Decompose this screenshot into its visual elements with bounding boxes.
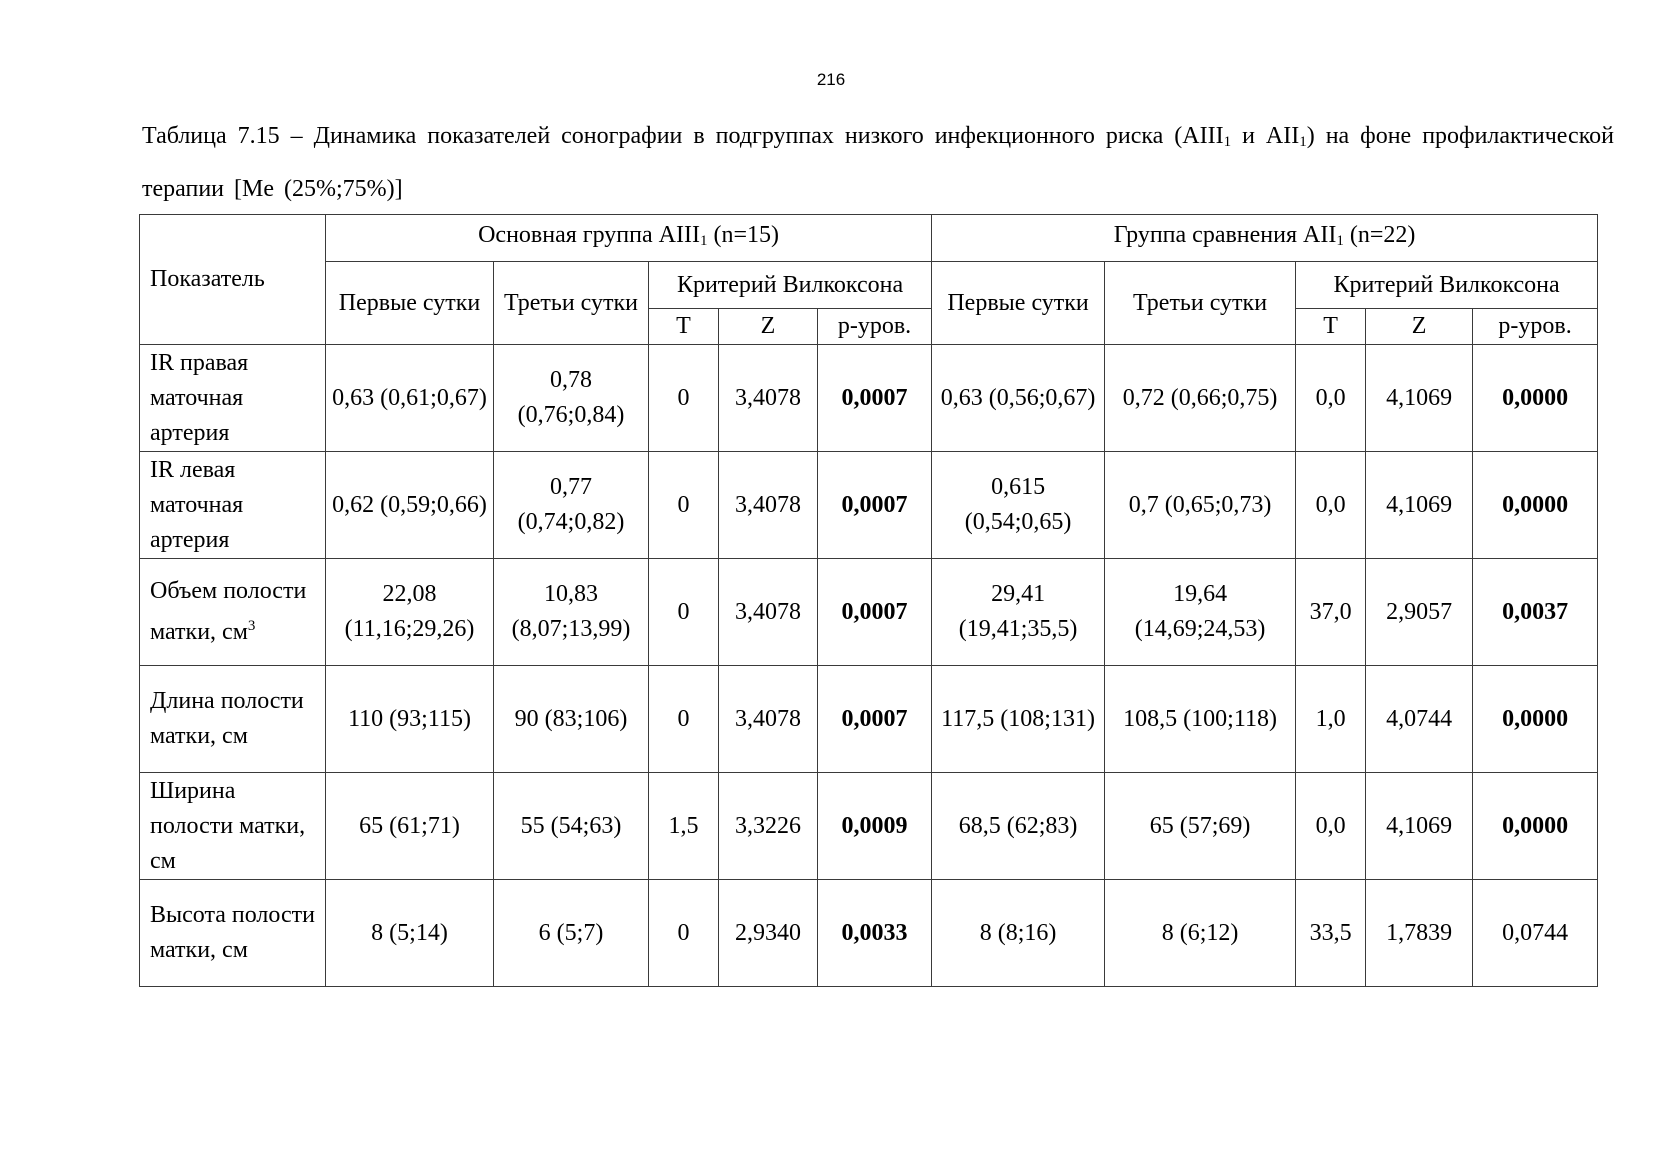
row-indicator-text: IR правая маточная артерия	[150, 349, 249, 446]
cell-comparison-p: 0,0000	[1473, 452, 1598, 559]
cell-main-z: 3,4078	[719, 452, 818, 559]
cell-main-day1: 65 (61;71)	[326, 773, 494, 880]
group-comparison-n: (n=22)	[1343, 221, 1416, 248]
cell-main-z: 3,4078	[719, 559, 818, 666]
row-indicator-text: Ширина полости матки, см	[150, 777, 306, 874]
row-indicator-unit-sup: 3	[247, 618, 256, 634]
cell-main-day3: 90 (83;106)	[494, 666, 649, 773]
cell-main-t: 0	[649, 345, 719, 452]
cell-comparison-z: 4,1069	[1366, 452, 1473, 559]
page-number: 216	[816, 70, 846, 89]
cell-comparison-z: 4,0744	[1366, 666, 1473, 773]
cell-main-t: 0	[649, 559, 719, 666]
row-indicator-text: Объем полости матки, см	[150, 578, 307, 645]
cell-main-p: 0,0009	[818, 773, 932, 880]
row-indicator	[140, 559, 326, 666]
table-row	[140, 880, 1598, 987]
table-row	[140, 452, 1598, 559]
header-comparison-day3: Третьи сутки	[1105, 262, 1296, 345]
cell-main-z: 3,4078	[719, 666, 818, 773]
cell-comparison-p: 0,0000	[1473, 345, 1598, 452]
cell-main-p: 0,0007	[818, 345, 932, 452]
cell-main-day1: 0,62 (0,59;0,66)	[326, 452, 494, 559]
table-body	[140, 345, 1598, 987]
row-indicator	[140, 345, 326, 452]
group-comparison-name: Группа сравнения AII	[1113, 221, 1337, 248]
cell-comparison-z: 1,7839	[1366, 880, 1473, 987]
cell-comparison-t: 0,0	[1296, 773, 1366, 880]
cell-comparison-day1: 0,63 (0,56;0,67)	[932, 345, 1105, 452]
group-main-n: (n=15)	[707, 221, 779, 248]
table-caption	[142, 113, 1614, 213]
row-indicator	[140, 666, 326, 773]
cell-comparison-day3: 19,64 (14,69;24,53)	[1105, 559, 1296, 666]
caption-text-2: и AII	[1231, 123, 1300, 149]
header-group-main	[326, 215, 932, 262]
cell-comparison-day3: 8 (6;12)	[1105, 880, 1296, 987]
header-main-p: p-уров.	[818, 309, 932, 345]
cell-comparison-p: 0,0037	[1473, 559, 1598, 666]
cell-comparison-day3: 0,72 (0,66;0,75)	[1105, 345, 1296, 452]
row-indicator	[140, 452, 326, 559]
cell-main-t: 0	[649, 666, 719, 773]
cell-main-p: 0,0007	[818, 559, 932, 666]
cell-comparison-p: 0,0000	[1473, 666, 1598, 773]
cell-main-day3: 55 (54;63)	[494, 773, 649, 880]
cell-comparison-t: 37,0	[1296, 559, 1366, 666]
cell-main-day3: 0,77 (0,74;0,82)	[494, 452, 649, 559]
table-row	[140, 345, 1598, 452]
cell-main-z: 2,9340	[719, 880, 818, 987]
cell-comparison-day1: 29,41 (19,41;35,5)	[932, 559, 1105, 666]
cell-main-t: 1,5	[649, 773, 719, 880]
header-group-comparison	[932, 215, 1598, 262]
table-row	[140, 559, 1598, 666]
cell-main-day3: 0,78 (0,76;0,84)	[494, 345, 649, 452]
header-main-day1: Первые сутки	[326, 262, 494, 345]
cell-comparison-p: 0,0000	[1473, 773, 1598, 880]
cell-main-day3: 6 (5;7)	[494, 880, 649, 987]
row-indicator	[140, 880, 326, 987]
group-main-name: Основная группа AIII	[478, 221, 700, 248]
cell-comparison-day1: 68,5 (62;83)	[932, 773, 1105, 880]
group-main-sub: 1	[699, 232, 708, 249]
cell-comparison-day3: 65 (57;69)	[1105, 773, 1296, 880]
header-comparison-z: Z	[1366, 309, 1473, 345]
caption-text-1: Таблица 7.15 – Динамика показателей сонографии в подгруппах низкого инфекционного риска (AIII	[142, 123, 1224, 149]
table-header	[140, 215, 1598, 345]
cell-main-day1: 0,63 (0,61;0,67)	[326, 345, 494, 452]
header-main-t: T	[649, 309, 719, 345]
header-main-day3: Третьи сутки	[494, 262, 649, 345]
table-row	[140, 773, 1598, 880]
row-indicator-text: IR левая маточная артерия	[150, 456, 244, 553]
table-row	[140, 666, 1598, 773]
row-indicator-text: Высота полости матки, см	[150, 902, 315, 963]
caption-sub-2: 1	[1299, 134, 1307, 150]
cell-comparison-t: 33,5	[1296, 880, 1366, 987]
header-comparison-p: p-уров.	[1473, 309, 1598, 345]
cell-comparison-t: 0,0	[1296, 452, 1366, 559]
cell-main-z: 3,3226	[719, 773, 818, 880]
cell-comparison-day3: 108,5 (100;118)	[1105, 666, 1296, 773]
cell-comparison-day1: 8 (8;16)	[932, 880, 1105, 987]
cell-comparison-z: 4,1069	[1366, 345, 1473, 452]
cell-main-t: 0	[649, 452, 719, 559]
cell-comparison-t: 0,0	[1296, 345, 1366, 452]
cell-comparison-p: 0,0744	[1473, 880, 1598, 987]
cell-comparison-t: 1,0	[1296, 666, 1366, 773]
cell-main-day1: 8 (5;14)	[326, 880, 494, 987]
cell-main-z: 3,4078	[719, 345, 818, 452]
cell-comparison-z: 2,9057	[1366, 559, 1473, 666]
cell-comparison-day3: 0,7 (0,65;0,73)	[1105, 452, 1296, 559]
header-main-z: Z	[719, 309, 818, 345]
sonography-table	[139, 214, 1598, 987]
cell-main-day1: 22,08 (11,16;29,26)	[326, 559, 494, 666]
header-indicator: Показатель	[140, 215, 326, 345]
cell-main-p: 0,0007	[818, 666, 932, 773]
row-indicator	[140, 773, 326, 880]
cell-comparison-z: 4,1069	[1366, 773, 1473, 880]
cell-comparison-day1: 117,5 (108;131)	[932, 666, 1105, 773]
header-row-2	[140, 262, 1598, 309]
header-comparison-t: T	[1296, 309, 1366, 345]
header-row-1	[140, 215, 1598, 262]
cell-main-t: 0	[649, 880, 719, 987]
cell-main-p: 0,0033	[818, 880, 932, 987]
group-comparison-sub: 1	[1336, 232, 1344, 249]
cell-main-day3: 10,83 (8,07;13,99)	[494, 559, 649, 666]
caption-sub-1: 1	[1223, 134, 1232, 150]
row-indicator-text: Длина полости матки, см	[150, 688, 304, 749]
caption-text-3: ) на фоне профилактической терапии [Me (25%;75%)]	[142, 123, 1614, 202]
cell-comparison-day1: 0,615 (0,54;0,65)	[932, 452, 1105, 559]
header-main-wilcoxon: Критерий Вилкоксона	[649, 262, 932, 309]
header-comparison-wilcoxon: Критерий Вилкоксона	[1296, 262, 1598, 309]
header-comparison-day1: Первые сутки	[932, 262, 1105, 345]
cell-main-p: 0,0007	[818, 452, 932, 559]
cell-main-day1: 110 (93;115)	[326, 666, 494, 773]
